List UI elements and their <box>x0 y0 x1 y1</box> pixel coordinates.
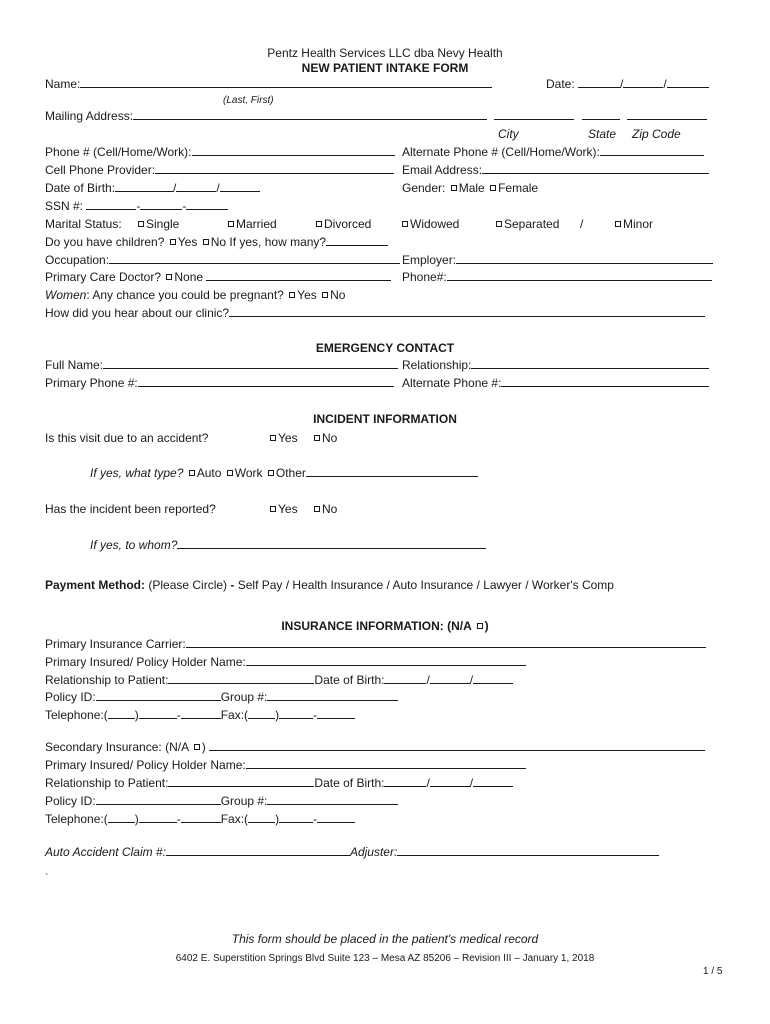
zip-label: Zip Code <box>632 127 681 141</box>
accident-yes-checkbox[interactable] <box>270 435 276 441</box>
dob-month-field[interactable] <box>115 181 173 192</box>
male-checkbox[interactable] <box>451 185 457 191</box>
state-label: State <box>588 127 617 141</box>
emergency-name-row: Full Name: <box>45 358 398 372</box>
divorced-option: Divorced <box>314 217 371 231</box>
marital-slash: / <box>580 217 584 231</box>
dob-year-field[interactable] <box>220 181 260 192</box>
date-year-field[interactable] <box>667 77 709 88</box>
insurance-title: INSURANCE INFORMATION: (N/A ) <box>281 619 489 633</box>
phone-field[interactable] <box>192 145 395 156</box>
payment-row: Payment Method: (Please Circle) - Self Pay / Health Insurance / Auto Insurance / Lawyer / Worker's Comp <box>45 578 614 592</box>
type-work-checkbox[interactable] <box>227 470 233 476</box>
reported-no-option: No <box>312 502 337 516</box>
primary-policy-row: Policy ID: Group #: <box>45 690 398 704</box>
secondary-tel-area-field[interactable] <box>108 812 135 823</box>
provider-row: Cell Phone Provider: <box>45 163 394 177</box>
pcp-phone-row: Phone#: <box>402 270 712 284</box>
children-yes-checkbox[interactable] <box>170 239 176 245</box>
stray-mark: ` <box>45 873 49 884</box>
type-auto-checkbox[interactable] <box>189 470 195 476</box>
footer-note: This form should be placed in the patient's medical record <box>231 932 539 946</box>
primary-holder-row: Primary Insured/ Policy Holder Name: <box>45 655 526 669</box>
marital-label: Marital Status: <box>45 217 122 231</box>
secondary-na-checkbox[interactable] <box>194 744 200 750</box>
mailing-row: Mailing Address: <box>45 109 707 123</box>
emergency-relationship-field[interactable] <box>471 358 709 369</box>
alt-phone-field[interactable] <box>600 145 704 156</box>
secondary-relationship-field[interactable] <box>168 776 314 787</box>
claim-row: Auto Accident Claim #: Adjuster: <box>45 845 659 859</box>
minor-option: Minor <box>613 217 653 231</box>
primary-fax-line-field[interactable] <box>317 708 355 719</box>
hear-row: How did you hear about our clinic? <box>45 306 705 320</box>
reported-no-checkbox[interactable] <box>314 506 320 512</box>
single-checkbox[interactable] <box>138 221 144 227</box>
ssn-row: SSN #: - - <box>45 199 228 213</box>
primary-tel-prefix-field[interactable] <box>139 708 177 719</box>
primary-group-field[interactable] <box>267 690 398 701</box>
secondary-policy-field[interactable] <box>96 794 221 805</box>
adjuster-field[interactable] <box>397 845 659 856</box>
married-option: Married <box>226 217 277 231</box>
separated-option: Separated <box>494 217 559 231</box>
type-other-checkbox[interactable] <box>268 470 274 476</box>
minor-checkbox[interactable] <box>615 221 621 227</box>
emergency-alt-phone-field[interactable] <box>501 376 709 387</box>
secondary-dob-year-field[interactable] <box>473 776 513 787</box>
hear-field[interactable] <box>229 306 705 317</box>
dob-day-field[interactable] <box>176 181 216 192</box>
mailing-state-field[interactable] <box>582 109 620 120</box>
single-option: Single <box>136 217 179 231</box>
children-no-checkbox[interactable] <box>203 239 209 245</box>
secondary-field[interactable] <box>209 740 705 751</box>
secondary-fax-prefix-field[interactable] <box>279 812 313 823</box>
company-name: Pentz Health Services LLC dba Nevy Health <box>267 46 503 60</box>
ssn-part3-field[interactable] <box>186 199 228 210</box>
accident-no-option: No <box>312 431 337 445</box>
reported-yes-checkbox[interactable] <box>270 506 276 512</box>
footer-address: 6402 E. Superstition Springs Blvd Suite 123 – Mesa AZ 85206 – Revision III – January 1, 2018 <box>175 953 595 964</box>
mailing-street-field[interactable] <box>133 109 487 120</box>
reported-question: Has the incident been reported? <box>45 502 216 516</box>
married-checkbox[interactable] <box>228 221 234 227</box>
mailing-zip-field[interactable] <box>627 109 707 120</box>
secondary-telephone-row: Telephone:( ) - Fax:( ) - <box>45 812 355 826</box>
secondary-fax-line-field[interactable] <box>317 812 355 823</box>
occupation-field[interactable] <box>109 253 400 264</box>
incident-title: INCIDENT INFORMATION <box>313 412 457 426</box>
email-field[interactable] <box>482 163 709 174</box>
name-row: Name: <box>45 77 492 91</box>
accident-type-row: If yes, what type? Auto Work Other <box>90 466 478 480</box>
secondary-holder-field[interactable] <box>246 758 526 769</box>
date-month-field[interactable] <box>578 77 620 88</box>
primary-dob-month-field[interactable] <box>384 673 426 684</box>
claim-field[interactable] <box>166 845 350 856</box>
ssn-part2-field[interactable] <box>140 199 182 210</box>
primary-carrier-row: Primary Insurance Carrier: <box>45 637 706 651</box>
primary-fax-area-field[interactable] <box>248 708 275 719</box>
emergency-title: EMERGENCY CONTACT <box>315 341 455 355</box>
occupation-row: Occupation: <box>45 253 400 267</box>
primary-telephone-row: Telephone:( ) - Fax:( ) - <box>45 708 355 722</box>
secondary-policy-row: Policy ID: Group #: <box>45 794 398 808</box>
secondary-holder-row: Primary Insured/ Policy Holder Name: <box>45 758 526 772</box>
reported-yes-option: Yes <box>268 502 298 516</box>
secondary-fax-area-field[interactable] <box>248 812 275 823</box>
pregnant-row: Women: Any chance you could be pregnant? Yes No <box>45 288 346 302</box>
emergency-phone-row: Primary Phone #: <box>45 376 394 390</box>
ssn-part1-field[interactable] <box>86 199 136 210</box>
type-other-field[interactable] <box>306 466 478 477</box>
mailing-city-field[interactable] <box>494 109 574 120</box>
female-checkbox[interactable] <box>490 185 496 191</box>
date-row: Date: / / <box>546 77 709 91</box>
separated-checkbox[interactable] <box>496 221 502 227</box>
name-hint: (Last, First) <box>223 95 274 106</box>
secondary-dob-day-field[interactable] <box>430 776 470 787</box>
emergency-name-field[interactable] <box>103 358 398 369</box>
pcp-field[interactable] <box>206 270 391 281</box>
secondary-tel-prefix-field[interactable] <box>139 812 177 823</box>
date-day-field[interactable] <box>623 77 663 88</box>
divorced-checkbox[interactable] <box>316 221 322 227</box>
provider-field[interactable] <box>155 163 394 174</box>
email-row: Email Address: <box>402 163 709 177</box>
pregnant-no-checkbox[interactable] <box>322 292 328 298</box>
gender-row: Gender: Male Female <box>402 181 539 195</box>
phone-row: Phone # (Cell/Home/Work): <box>45 145 395 159</box>
children-row: Do you have children? Yes No If yes, how many? <box>45 235 388 249</box>
accident-yes-option: Yes <box>268 431 298 445</box>
alt-phone-row: Alternate Phone # (Cell/Home/Work): <box>402 145 704 159</box>
city-label: City <box>498 127 519 141</box>
employer-row: Employer: <box>402 253 713 267</box>
primary-policy-field[interactable] <box>96 690 221 701</box>
secondary-dob-month-field[interactable] <box>384 776 426 787</box>
secondary-row: Secondary Insurance: (N/A ) <box>45 740 705 754</box>
name-field[interactable] <box>80 77 492 88</box>
widowed-checkbox[interactable] <box>402 221 408 227</box>
secondary-tel-line-field[interactable] <box>181 812 221 823</box>
insurance-na-checkbox[interactable] <box>477 623 483 629</box>
employer-field[interactable] <box>456 253 713 264</box>
children-count-field[interactable] <box>326 235 388 246</box>
primary-carrier-field[interactable] <box>186 637 706 648</box>
accident-question: Is this visit due to an accident? <box>45 431 209 445</box>
form-title: NEW PATIENT INTAKE FORM <box>301 61 469 75</box>
page-number: 1 / 5 <box>703 966 723 977</box>
dob-row: Date of Birth: / / <box>45 181 260 195</box>
secondary-group-field[interactable] <box>267 794 398 805</box>
pregnant-yes-checkbox[interactable] <box>289 292 295 298</box>
payment-options[interactable]: Self Pay / Health Insurance / Auto Insurance / Lawyer / Worker's Comp <box>237 578 614 592</box>
primary-relationship-field[interactable] <box>168 673 314 684</box>
emergency-alt-phone-row: Alternate Phone #: <box>402 376 709 390</box>
primary-tel-line-field[interactable] <box>181 708 221 719</box>
pcp-phone-field[interactable] <box>447 270 712 281</box>
primary-tel-area-field[interactable] <box>108 708 135 719</box>
widowed-option: Widowed <box>400 217 459 231</box>
primary-dob-day-field[interactable] <box>430 673 470 684</box>
accident-no-checkbox[interactable] <box>314 435 320 441</box>
primary-holder-field[interactable] <box>246 655 526 666</box>
emergency-relationship-row: Relationship: <box>402 358 709 372</box>
emergency-phone-field[interactable] <box>138 376 394 387</box>
pcp-none-checkbox[interactable] <box>166 274 172 280</box>
secondary-relationship-row: Relationship to Patient: Date of Birth: / / <box>45 776 513 790</box>
whom-field[interactable] <box>177 538 486 549</box>
primary-relationship-row: Relationship to Patient: Date of Birth: / / <box>45 673 513 687</box>
whom-row: If yes, to whom? <box>90 538 486 552</box>
primary-fax-prefix-field[interactable] <box>279 708 313 719</box>
pcp-row: Primary Care Doctor? None <box>45 270 391 284</box>
primary-dob-year-field[interactable] <box>473 673 513 684</box>
